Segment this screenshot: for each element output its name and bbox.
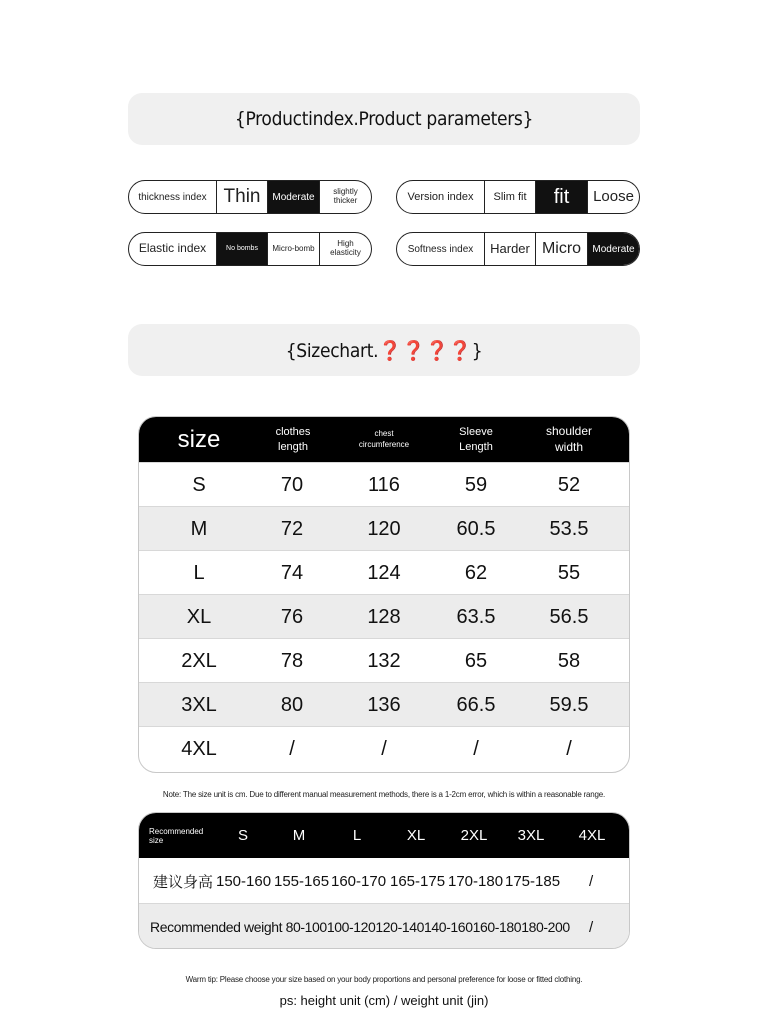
thickness-option-slightly-thicker: slightly thicker — [319, 181, 371, 213]
weight-row-label: Recommended weight — [150, 919, 283, 935]
size-cell: L — [193, 561, 205, 584]
chest-cell: 128 — [367, 605, 401, 628]
length-cell: 80 — [280, 693, 304, 716]
elastic-option-micro-bomb: Micro-bomb — [267, 233, 319, 265]
rec-size-s: S — [237, 827, 248, 844]
table-row — [139, 682, 629, 726]
size-cell: 3XL — [181, 693, 217, 716]
elastic-index-pill — [128, 232, 372, 266]
softness-index-label: Softness index — [407, 243, 474, 255]
sleeve-cell: 66.5 — [456, 693, 496, 716]
weight-row-values — [150, 904, 570, 949]
rec-size-4xl: 4XL — [578, 827, 606, 844]
recommended-size-label: Recommended size — [149, 826, 204, 845]
rec-size-l: L — [352, 827, 362, 844]
shoulder-cell: 53.5 — [549, 517, 589, 540]
sleeve-cell: 59 — [464, 473, 488, 496]
table-row — [139, 462, 629, 506]
rec-size-m: M — [292, 827, 306, 844]
header-chest-circumference: chest circumference — [358, 429, 410, 449]
header-clothes-length: clothes length — [275, 426, 311, 453]
header-shoulder-width: shoulder width — [545, 423, 593, 454]
height-3xl: 175-185 — [505, 872, 561, 890]
product-parameters-title: {Productindex.Product parameters} — [234, 108, 534, 130]
shoulder-cell: 52 — [557, 473, 581, 496]
elastic-option-no-bombs: No bombs — [216, 233, 267, 265]
size-cell: 4XL — [181, 737, 217, 760]
weight-l: 120-140 — [375, 919, 424, 935]
height-row — [139, 858, 629, 904]
length-cell: 74 — [280, 561, 304, 584]
height-row-label: 建议身高 — [153, 873, 214, 891]
length-cell: / — [289, 737, 295, 760]
chest-cell: 116 — [368, 473, 400, 496]
thickness-index-label: thickness index — [138, 191, 207, 203]
softness-index-pill — [396, 232, 640, 266]
size-cell: XL — [186, 605, 212, 628]
version-option-fit: fit — [535, 181, 587, 213]
elastic-index-label: Elastic index — [138, 241, 207, 256]
weight-s: 80-100 — [285, 919, 327, 935]
rec-size-3xl: 3XL — [517, 827, 545, 844]
recommended-size-table — [138, 812, 630, 949]
height-m: 155-165 — [274, 872, 330, 890]
sleeve-cell: 60.5 — [456, 517, 496, 540]
sleeve-cell: 65 — [464, 649, 488, 672]
product-parameters-banner — [128, 93, 640, 145]
softness-option-micro: Micro — [535, 233, 587, 265]
measurement-note: Note: The size unit is cm. Due to different manual measurement methods, there is a 1-2cm error, which is within a reasonable range. — [162, 790, 606, 799]
sleeve-cell: / — [473, 737, 479, 760]
shoulder-cell: / — [566, 737, 572, 760]
size-cell: S — [192, 473, 206, 496]
length-cell: 78 — [280, 649, 304, 672]
table-row — [139, 638, 629, 682]
length-cell: 72 — [280, 517, 304, 540]
chest-cell: / — [381, 737, 387, 760]
size-cell: M — [190, 517, 208, 540]
thickness-option-moderate: Moderate — [267, 181, 319, 213]
height-l: 160-170 — [331, 872, 387, 890]
sizechart-banner — [128, 324, 640, 376]
header-size: size — [177, 425, 221, 453]
recommended-size-header — [139, 813, 629, 858]
sleeve-cell: 62 — [464, 561, 488, 584]
weight-xl: 140-160 — [424, 919, 473, 935]
shoulder-cell: 58 — [557, 649, 581, 672]
weight-4xl: / — [589, 918, 594, 936]
shoulder-cell: 55 — [557, 561, 581, 584]
sleeve-cell: 63.5 — [456, 605, 496, 628]
shoulder-cell: 56.5 — [549, 605, 589, 628]
version-option-slim-fit: Slim fit — [484, 181, 535, 213]
height-s: 150-160 — [216, 872, 272, 890]
elastic-option-high-elasticity: High elasticity — [319, 233, 371, 265]
shoulder-cell: 59.5 — [549, 693, 589, 716]
softness-option-harder: Harder — [484, 233, 535, 265]
thickness-index-pill — [128, 180, 372, 214]
length-cell: 76 — [280, 605, 304, 628]
version-index-pill — [396, 180, 640, 214]
table-row — [139, 550, 629, 594]
chest-cell: 136 — [367, 693, 401, 716]
size-chart-header — [139, 417, 629, 462]
weight-row — [139, 903, 629, 949]
chest-cell: 124 — [367, 561, 401, 584]
table-row — [139, 506, 629, 550]
chest-cell: 120 — [367, 517, 401, 540]
unit-footnote: ps: height unit (cm) / weight unit (jin) — [279, 993, 489, 1008]
table-row — [139, 594, 629, 638]
weight-m: 100-120 — [326, 919, 376, 935]
sizechart-title: {Sizechart.❓❓❓❓} — [285, 339, 483, 362]
length-cell: 70 — [280, 473, 304, 496]
thickness-option-thin: Thin — [216, 181, 267, 213]
header-sleeve-length: Sleeve Length — [459, 426, 493, 453]
height-xl: 165-175 — [390, 872, 446, 890]
height-4xl: / — [589, 872, 594, 890]
weight-2xl: 160-180 — [472, 919, 522, 935]
chest-cell: 132 — [367, 649, 401, 672]
softness-option-moderate: Moderate — [587, 233, 639, 265]
rec-size-xl: XL — [406, 827, 426, 844]
size-cell: 2XL — [181, 649, 217, 672]
version-index-label: Version index — [407, 190, 474, 203]
size-chart-table — [138, 416, 630, 773]
weight-3xl: 180-200 — [521, 919, 570, 935]
table-row — [139, 726, 629, 770]
rec-size-2xl: 2XL — [460, 827, 488, 844]
height-2xl: 170-180 — [448, 872, 504, 890]
version-option-loose: Loose — [587, 181, 639, 213]
warm-tip: Warm tip: Please choose your size based on your body proportions and personal preference for loose or fitted clothing. — [185, 975, 583, 984]
